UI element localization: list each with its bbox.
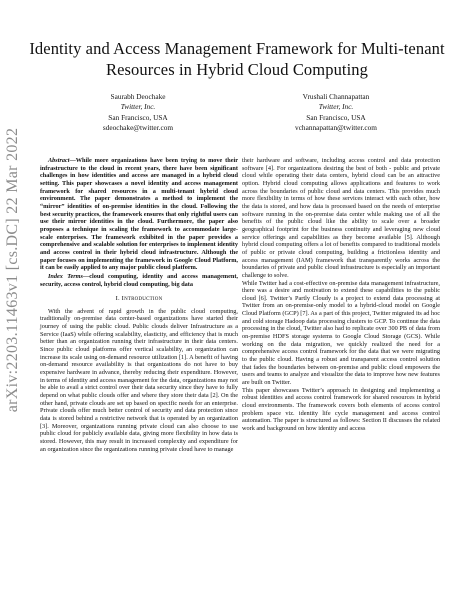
body-paragraph: While Twitter had a cost-effective on-premise data management infrastructure, there was a desire and motivation to extend these capabilities to the public cloud [6]. Twitter’s Partly Cloudy is a project to extend data processing at Twitter from an on-premise-only model to a hybrid-cloud model on Google Cloud Platform (GCP) [7]. As a part of this project, Twitter migrated its ad hoc and cold storage Hadoop data processing clusters to GCP. To continue the data processing in the cloud, Twitter also had to replicate over 300 PB of data from on-premise HDFS storage systems to Google Cloud Storage (GCS). While working on the data migration, we quickly realized the need for a comprehensive access control framework for the data that we were migrating to the public cloud. Having a robust and transparent access control solution that fades the boundaries between on-premise and public cloud empowers the users and teams to analyze and visualize the data to improve how new features are built on Twitter.: [242, 279, 440, 387]
author-name: Vrushali Channapattan: [302, 92, 370, 101]
index-terms-lead: Index Terms: [48, 272, 83, 280]
right-column: [242, 157, 440, 433]
author-location: San Francisco, USA: [108, 112, 168, 122]
index-terms: [40, 273, 238, 288]
author-block-2: [246, 92, 426, 133]
index-terms-text: —cloud computing, identity and access management, security, access control, hybrid cloud computing, big data: [40, 272, 238, 288]
arxiv-stamp: [0, 0, 26, 613]
body-paragraph: their hardware and software, including access control and data protection software [4]. For organizations desiring the best of both - public and private cloud while operating their data centers, hybrid cloud can be an attractive option. Hybrid cloud computing allows applications and features to work across the boundaries of public cloud and data centers. This provides much more flexibility in terms of how these services interact with each other, how the data is stored, and how data is processed based on the needs of enterprise software running in the on-premise data center while making use of all the benefits of the public cloud like the ability to scale over a broader geographical footprint for the business continuity and leveraging new cloud service offerings and capabilities as they become available [5]. Although hybrid cloud computing offers a lot of benefits compared to traditional models of public or private cloud computing, building a frictionless identity and access management (IAM) framework that transparently works across the boundaries of private and public cloud infrastructure is especially an important challenge to solve.: [242, 157, 440, 279]
author-affiliation: Twitter, Inc.: [318, 102, 354, 112]
arxiv-identifier: arXiv:2203.11463v1 [cs.DC] 22 Mar 2022: [4, 127, 21, 413]
author-affiliation: Twitter, Inc.: [120, 102, 156, 112]
abstract-lead: Abstract: [48, 157, 70, 164]
abstract-text: —While more organizations have been trying to move their infrastructure to the cloud in recent years, there have been significant challenges in how identities and access are managed in a hybrid cloud setting. This paper showcases a novel identity and access management framework for shared resources in a multi-tenant hybrid cloud environment. The paper demonstrates a method to implement the “mirror” identities of on-premise identities in the cloud. Following the best security practices, the framework ensures that only rightful users can use their mirror identities in the cloud. Furthermore, the paper also proposes a technique in scaling the framework to accommodate large-scale enterprises. The framework exhibited in the paper provides a comprehensive and scalable solution for enterprises to implement identity and access control in their hybrid cloud infrastructure. Although the paper focuses on implementing the framework in Google Cloud Platform, it can be easily applied to any major public cloud platform.: [40, 157, 238, 272]
author-block-1: [48, 92, 228, 133]
paper-title: Identity and Access Management Framework for Multi-tenant Resources in Hybrid Cloud Computing: [29, 39, 445, 79]
author-email: sdeochake@twitter.com: [102, 122, 174, 132]
body-paragraph: This paper showcases Twitter’s approach in designing and implementing a robust identities and access control framework for shared resources in hybrid cloud environments. The framework covers both elements of access control problem space viz. identity life cycle management and access control automation. The paper is structured as follows: Section II discusses the related work and background on how identity and access: [242, 386, 440, 432]
abstract: [40, 157, 238, 272]
author-location: San Francisco, USA: [306, 112, 366, 122]
left-column: [40, 157, 238, 453]
author-name: Saurabh Deochake: [110, 92, 166, 101]
body-paragraph: With the advent of rapid growth in the public cloud computing, traditionally on-premise data center-based organizations have started their journey of using the public cloud. Public clouds deliver Infrastructure as a Service (IaaS) while offering scalability, elasticity, and efficiency that is much better than an organization running their infrastructure in their data centers. Since public cloud platforms offer vertical scalability, an organization can increase its scale using on-demand resource utilization [1]. A benefit of having on-demand resource availability is that organizations do not have to buy expensive hardware in advance, thereby reducing their expenditure. However, in terms of identity and access management for the data, organizations may not be able to avail a strict control over their data security since they have to fully depend on what public clouds offer and where they store their data [2]. On the other hand, private clouds are set up based on specific needs for an enterprise. Private clouds offer much better control of security and data protection since data is stored behind a restrictive network that is operated by an organization [3]. Moreover, organizations running private cloud can also choose to use public cloud for publicly available data, giving more flexibility in how data is stored. However, this may result in increased complexity and expenditure for an organization since the organizations running private cloud have to manage: [40, 307, 238, 453]
author-email: vchannapattan@twitter.com: [295, 122, 377, 132]
section-heading: I. Introduction: [115, 295, 163, 303]
